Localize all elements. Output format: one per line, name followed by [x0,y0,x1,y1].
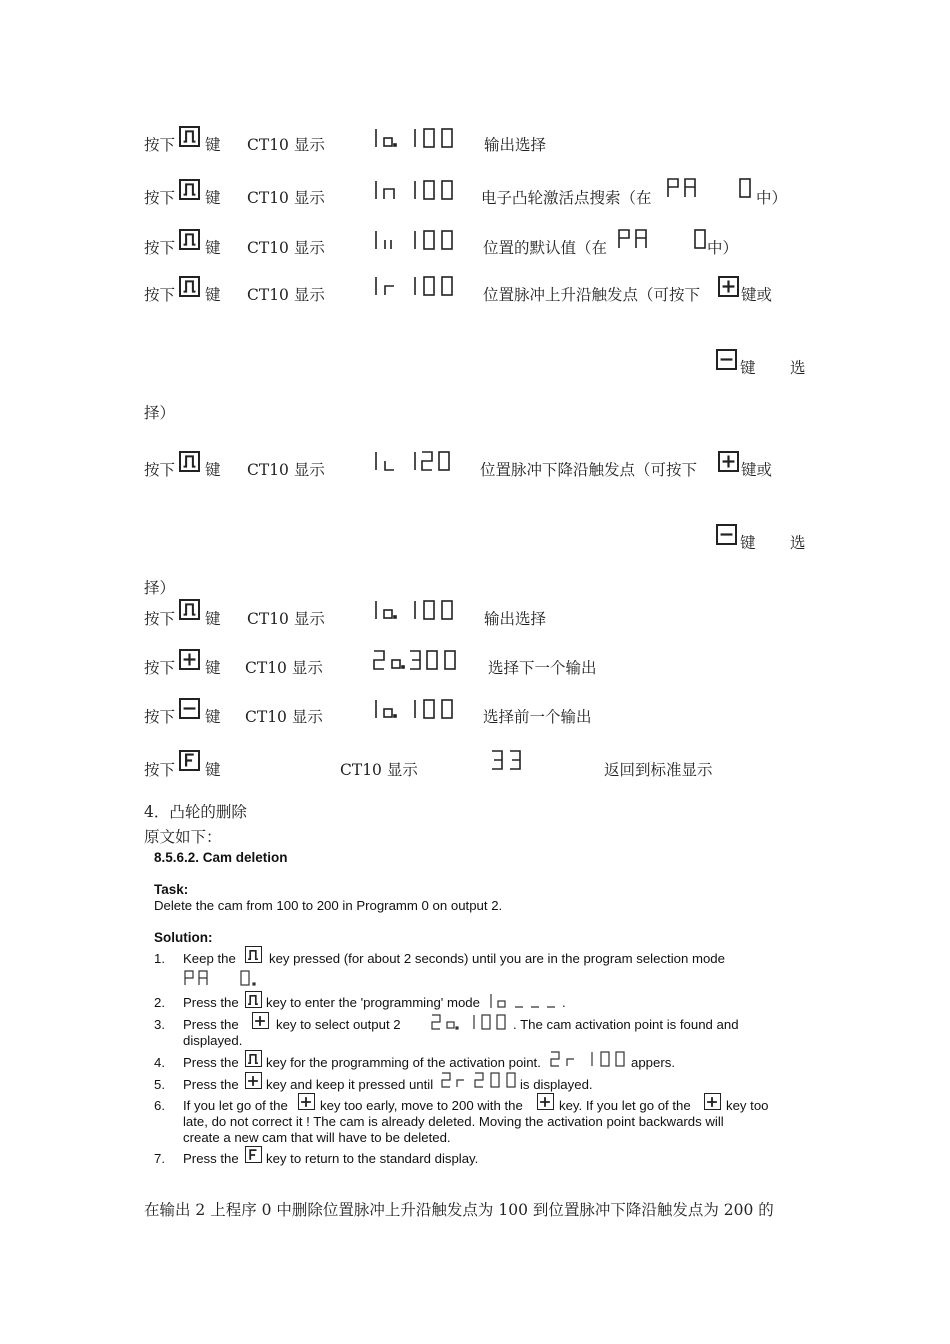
step-number: 3. [154,1017,165,1032]
step-text: key to return to the standard display. [266,1151,479,1166]
step-number: 1. [154,951,165,966]
step-text: key and keep it pressed until [266,1077,434,1092]
seven-seg-display [372,274,462,298]
row-ct: CT10 显示 [247,286,325,304]
task-text: Delete the cam from 100 to 200 in Programm 0 on output 2. [154,898,503,913]
cont-ze: 择） [144,404,176,422]
plus-key-icon [252,1012,269,1029]
step-number: 6. [154,1098,165,1113]
row-ct: CT10 显示 [247,610,325,628]
row-pre: 按下 [144,461,176,479]
step-number: 5. [154,1077,165,1092]
step-text: If you let go of the [183,1098,288,1113]
step-text: key to select output 2 [276,1017,401,1032]
f-key-icon [245,1146,262,1163]
row-post: 键 [205,610,221,628]
plus-key-icon [537,1093,554,1110]
step-text: . The cam activation point is found and [513,1017,739,1032]
row-pre: 按下 [144,659,176,677]
seven-seg-display [372,449,462,473]
row-desc: 返回到标准显示 [604,761,713,779]
step-number: 4. [154,1055,165,1070]
step-text: key to enter the 'programming' mode [266,995,480,1010]
row-post: 键 [205,659,221,677]
row-desc: 输出选择 [484,610,547,628]
row-pre: 按下 [144,136,176,154]
excerpt-title: 8.5.6.2. Cam deletion [154,850,288,865]
row-desc2: 中） [707,239,739,257]
row-desc2: 中） [756,189,788,207]
row-desc: 输出选择 [484,136,547,154]
plus-key-icon [179,649,200,670]
step-number: 7. [154,1151,165,1166]
seven-seg-display [490,748,530,772]
row-desc-mid: 键或 [741,461,773,479]
row-post: 键 [205,461,221,479]
solution-label: Solution: [154,930,213,945]
row-pre: 按下 [144,761,176,779]
minus-key-icon [716,524,737,545]
row-ct: CT10 显示 [340,761,418,779]
row-desc: 选择前一个输出 [483,708,592,726]
plus-key-icon [298,1093,315,1110]
row-post: 键 [205,189,221,207]
row-desc: 电子凸轮激活点搜索（在 [481,189,652,207]
row-desc: 位置脉冲下降沿触发点（可按下 [480,461,698,479]
seven-seg-display-pa [666,176,758,200]
row-ct: CT10 显示 [247,461,325,479]
pulse-key-icon [179,229,200,250]
seven-seg-display [372,228,462,252]
row-desc-mid: 键或 [741,286,773,304]
row-ct: CT10 显示 [247,136,325,154]
step-text: Press the [183,1151,239,1166]
seven-seg-display [549,1049,633,1069]
seven-seg-display-pa [617,227,712,251]
pulse-key-icon [245,946,262,963]
row-ct: CT10 显示 [245,708,323,726]
seven-seg-display [440,1070,522,1090]
row-post: 键 [205,286,221,304]
seven-seg-pa [182,968,262,988]
minus-key-icon [716,349,737,370]
step-text: late, do not correct it ! The cam is already deleted. Moving the activation point backwards will [183,1114,724,1129]
step-number: 2. [154,995,165,1010]
row-post: 键 [205,239,221,257]
bottom-paragraph: 在输出 2 上程序 0 中删除位置脉冲上升沿触发点为 100 到位置脉冲下降沿触发点为 200 的 [144,1201,774,1219]
step-text: key too [726,1098,769,1113]
seven-seg-display [430,1013,518,1031]
seven-seg-display [372,598,462,622]
pulse-key-icon [179,599,200,620]
step-text: Press the [183,1055,239,1070]
seven-seg-display [372,648,467,672]
cont-xuan: 选 [790,359,806,377]
row-ct: CT10 显示 [247,189,325,207]
row-pre: 按下 [144,286,176,304]
plus-key-icon [718,276,739,297]
pulse-key-icon [179,451,200,472]
row-pre: 按下 [144,239,176,257]
task-label: Task: [154,882,189,897]
plus-key-icon [704,1093,721,1110]
pulse-key-icon [245,991,262,1008]
row-pre: 按下 [144,610,176,628]
cont-xuan: 选 [790,534,806,552]
pulse-key-icon [179,179,200,200]
plus-key-icon [245,1072,262,1089]
cont-ze: 择） [144,579,176,597]
step-text: key. If you let go of the [559,1098,691,1113]
step-text: key for the programming of the activation point. [266,1055,541,1070]
seven-seg-display [372,126,462,150]
seven-seg-display [488,992,568,1010]
row-post: 键 [205,761,221,779]
step-text: displayed. [183,1033,243,1048]
step-text: Press the [183,1077,239,1092]
minus-key-icon [179,698,200,719]
section-intro: 原文如下： [144,828,222,846]
row-post: 键 [205,136,221,154]
step-text: key pressed (for about 2 seconds) until you are in the program selection mode [269,951,725,966]
step-text: is displayed. [520,1077,593,1092]
row-desc: 位置脉冲上升沿触发点（可按下 [483,286,701,304]
step-text: appers. [631,1055,675,1070]
cont-jian: 键 [740,359,756,377]
pulse-key-icon [245,1050,262,1067]
row-pre: 按下 [144,189,176,207]
pulse-key-icon [179,126,200,147]
row-post: 键 [205,708,221,726]
row-pre: 按下 [144,708,176,726]
row-ct: CT10 显示 [245,659,323,677]
row-desc: 位置的默认值（在 [483,239,608,257]
step-text: Press the [183,995,239,1010]
pulse-key-icon [179,276,200,297]
f-key-icon [179,750,200,771]
step-text: Press the [183,1017,239,1032]
cont-jian: 键 [740,534,756,552]
step-text: create a new cam that will have to be deleted. [183,1130,451,1145]
step-text: key too early, move to 200 with the [320,1098,523,1113]
step-text: . [562,995,566,1010]
seven-seg-display [372,178,462,202]
plus-key-icon [718,451,739,472]
row-desc: 选择下一个输出 [488,659,597,677]
row-ct: CT10 显示 [247,239,325,257]
step-text: Keep the [183,951,236,966]
seven-seg-display [372,697,462,721]
section-heading: 4．凸轮的删除 [144,803,247,821]
